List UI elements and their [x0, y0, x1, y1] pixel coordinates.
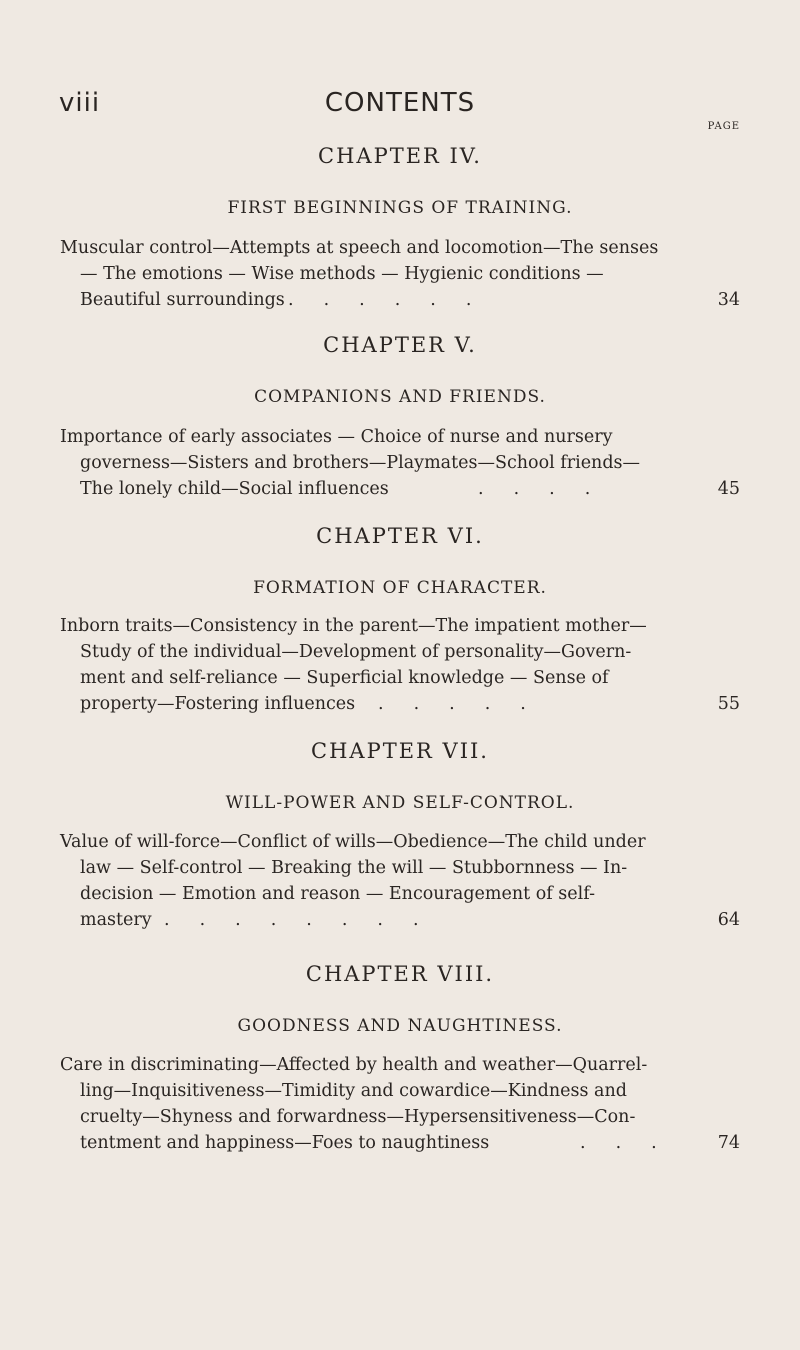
- summary-line-last: [60, 1130, 740, 1156]
- chapter-number: CHAPTER VI.: [316, 524, 484, 548]
- leader-dots: ....: [478, 479, 621, 499]
- chapter-number: CHAPTER VIII.: [305, 962, 495, 986]
- summary-line: ment and self-reliance — Superficial knowledge — Sense of: [80, 668, 609, 688]
- page-header: [0, 88, 800, 122]
- summary-line: Inborn traits—Consistency in the parent—The impatient mother—: [60, 616, 647, 636]
- page-number-link[interactable]: 55: [717, 694, 740, 714]
- chapter-number: CHAPTER VII.: [311, 739, 489, 763]
- chapter-title: FORMATION OF CHARACTER.: [253, 578, 547, 598]
- chapter-summary-iv: [60, 235, 740, 313]
- summary-line-text: mastery: [80, 910, 152, 930]
- page-column-label: PAGE: [707, 121, 740, 132]
- leader-dots: .....: [378, 694, 556, 714]
- leader-dots: ...: [580, 1133, 687, 1153]
- chapter-number: CHAPTER V.: [323, 333, 477, 357]
- summary-line: — The emotions — Wise methods — Hygienic conditions —: [80, 264, 604, 284]
- summary-line: decision — Emotion and reason — Encouragement of self-: [80, 884, 596, 904]
- summary-line: governess—Sisters and brothers—Playmates—School friends—: [80, 453, 641, 473]
- summary-line-text: tentment and happiness—Foes to naughtiness: [80, 1133, 490, 1153]
- summary-line: Study of the individual—Development of personality—Govern-: [80, 642, 632, 662]
- summary-line-last: [60, 907, 740, 933]
- chapter-number: CHAPTER IV.: [318, 144, 482, 168]
- page-folio: viii: [59, 88, 101, 118]
- summary-line: Value of will-force—Conflict of wills—Obedience—The child under: [60, 832, 646, 852]
- chapter-heading-v: [0, 330, 800, 410]
- chapter-title: COMPANIONS AND FRIENDS.: [254, 387, 546, 407]
- page-number-link[interactable]: 45: [717, 479, 740, 499]
- leader-dots: ........: [164, 910, 449, 930]
- page-number-link[interactable]: 74: [717, 1133, 740, 1153]
- chapter-summary-vi: [60, 613, 740, 717]
- summary-line-last: [60, 287, 740, 313]
- chapter-heading-vi: [0, 521, 800, 601]
- page-number-link[interactable]: 34: [717, 290, 740, 310]
- summary-line-text: The lonely child—Social influences: [80, 479, 389, 499]
- summary-line: law — Self-control — Breaking the will — Stubbornness — In-: [80, 858, 628, 878]
- chapter-summary-viii: [60, 1052, 740, 1156]
- summary-line: ling—Inquisitiveness—Timidity and cowardice—Kindness and: [80, 1081, 627, 1101]
- summary-line-last: [60, 691, 740, 717]
- running-head: CONTENTS: [324, 88, 476, 118]
- summary-line: cruelty—Shyness and forwardness—Hypersensitiveness—Con-: [80, 1107, 636, 1127]
- chapter-heading-vii: [0, 736, 800, 816]
- chapter-summary-vii: [60, 829, 740, 933]
- summary-line: Care in discriminating—Affected by health and weather—Quarrel-: [60, 1055, 648, 1075]
- summary-line: Importance of early associates — Choice of nurse and nursery: [60, 427, 613, 447]
- chapter-title: WILL-POWER AND SELF-CONTROL.: [225, 793, 575, 813]
- chapter-summary-v: [60, 424, 740, 502]
- leader-dots: ......: [288, 290, 502, 310]
- page-number-link[interactable]: 64: [717, 910, 740, 930]
- chapter-heading-viii: [0, 959, 800, 1039]
- chapter-heading-iv: [0, 141, 800, 221]
- chapter-title: FIRST BEGINNINGS OF TRAINING.: [227, 198, 573, 218]
- summary-line-last: [60, 476, 740, 502]
- summary-line: Muscular control—Attempts at speech and locomotion—The senses: [60, 238, 659, 258]
- summary-line-text: property—Fostering influences: [80, 694, 356, 714]
- summary-line-text: Beautiful surroundings: [80, 290, 285, 310]
- chapter-title: GOODNESS AND NAUGHTINESS.: [237, 1016, 563, 1036]
